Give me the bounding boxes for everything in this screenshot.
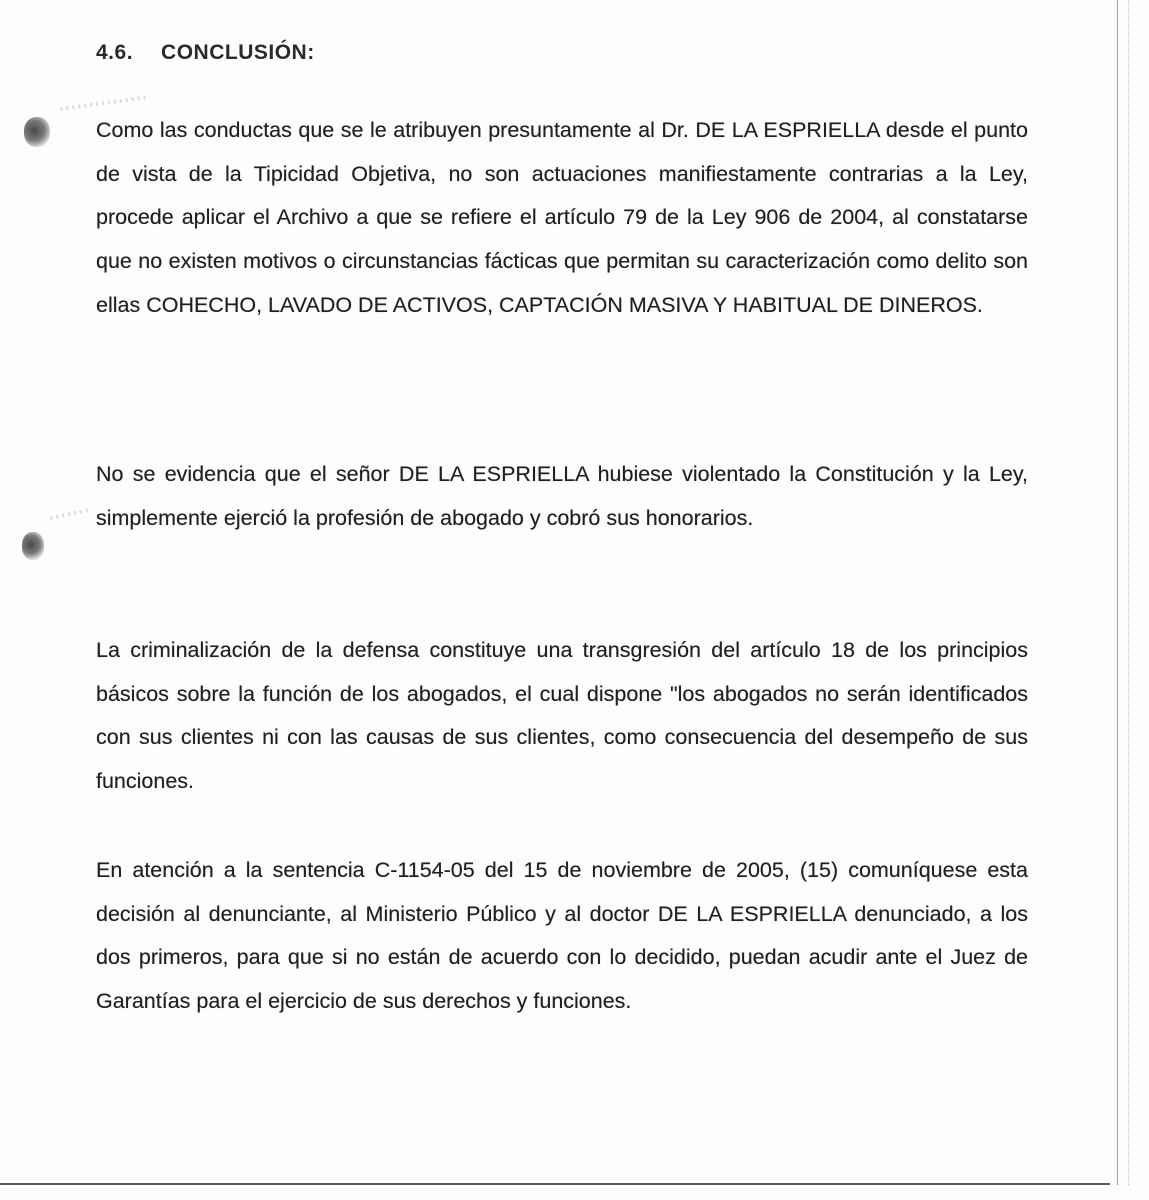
paragraph-conclusion: Como las conductas que se le atribuyen presuntamente al Dr. DE LA ESPRIELLA desde el punto de vista de la Tipicidad Objetiva, no son actuaciones manifiestamente contrarias a la Ley, procede aplicar el Archivo a que se refiere el artículo 79 de la Ley 906 de 2004, al constatarse que no existen motivos o circunstancias fácticas que permitan su caracterización como delito son ellas COHECHO, LAVADO DE ACTIVOS, CAPTACIÓN MASIVA Y HABITUAL DE DINEROS.	[96, 118, 1028, 317]
section-title: CONCLUSIÓN:	[161, 41, 315, 64]
page-edge-line	[1117, 0, 1118, 1185]
paragraph-criminalization: La criminalización de la defensa constituye una transgresión del artículo 18 de los principios básicos sobre la función de los abogados, el cual dispone "los abogados no serán identificados con sus clientes ni con las causas de sus clientes, como consecuencia del desempeño de sus funciones.	[96, 638, 1028, 794]
section-heading	[96, 41, 315, 65]
paragraph-notification: En atención a la sentencia C-1154-05 del 15 de noviembre de 2005, (15) comuníquese esta decisión al denunciante, al Ministerio Público y al doctor DE LA ESPRIELLA denunciado, a los dos primeros, para que si no están de acuerdo con lo decidido, puedan acudir ante el Juez de Garantías para el ejercicio de sus derechos y funciones.	[96, 858, 1028, 1014]
page-edge-dotted-line	[1128, 0, 1129, 1185]
punch-hole-mark	[24, 117, 50, 147]
punch-hole-mark	[22, 532, 44, 560]
paragraph-no-violation: No se evidencia que el señor DE LA ESPRIELLA hubiese violentado la Constitución y la Ley, simplemente ejerció la profesión de abogado y cobró sus honorarios.	[96, 462, 1028, 530]
scan-artifact	[50, 508, 90, 520]
section-number: 4.6.	[96, 41, 134, 64]
bottom-edge-line	[0, 1183, 1110, 1185]
